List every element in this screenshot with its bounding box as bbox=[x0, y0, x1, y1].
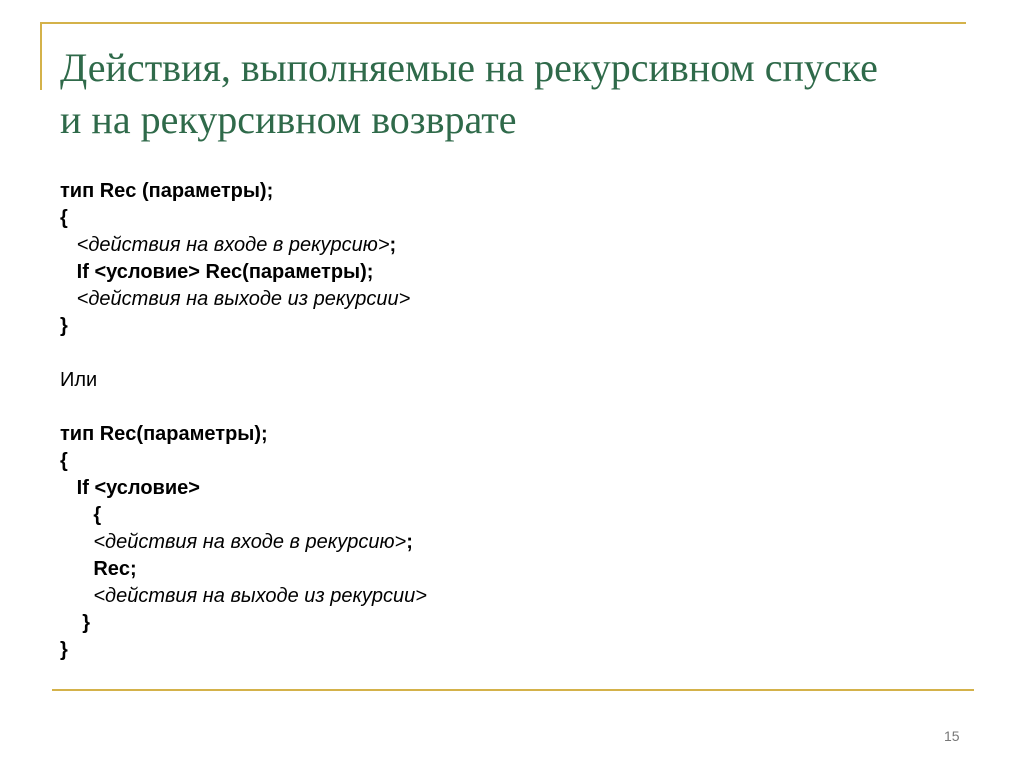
block2-close-brace: } bbox=[60, 639, 68, 661]
block1-close-brace: } bbox=[60, 315, 68, 337]
block1-open-brace: { bbox=[60, 207, 68, 229]
block2-call-line bbox=[60, 556, 960, 583]
page-number: 15 bbox=[944, 728, 960, 744]
block2-signature: тип Rec(параметры); bbox=[60, 423, 268, 445]
title-line-1: Действия, выполняемые на рекурсивном спуске bbox=[60, 45, 878, 90]
block1-if-line bbox=[60, 259, 960, 286]
block1-entry-action: <действия на входе в рекурсию> bbox=[76, 234, 390, 256]
block2-inner-open: { bbox=[93, 504, 102, 526]
block2-entry-line bbox=[60, 529, 960, 556]
block2-entry-action: <действия на входе в рекурсию> bbox=[93, 531, 407, 553]
block2-if-line bbox=[60, 475, 960, 502]
or-label: Или bbox=[60, 369, 98, 391]
slide-title bbox=[60, 42, 980, 146]
block1-condition: <условие> bbox=[94, 261, 200, 283]
block2-if-keyword: If bbox=[76, 477, 95, 499]
bottom-rule bbox=[52, 689, 974, 691]
block2-inner-open-brace bbox=[60, 502, 960, 529]
spacer bbox=[60, 340, 960, 367]
block1-exit-line bbox=[60, 286, 960, 313]
block1-entry-line bbox=[60, 232, 960, 259]
block2-call: Rec; bbox=[93, 558, 137, 580]
block1-entry-semicolon: ; bbox=[389, 234, 397, 256]
block2-condition: <условие> bbox=[94, 477, 200, 499]
block2-entry-semicolon: ; bbox=[406, 531, 413, 553]
block1-signature: тип Rec (параметры); bbox=[60, 180, 274, 202]
block1-call: Rec(параметры); bbox=[199, 261, 374, 283]
left-rule bbox=[40, 22, 42, 90]
block2-exit-line bbox=[60, 583, 960, 610]
block2-inner-close-brace bbox=[60, 610, 960, 637]
title-line-2: и на рекурсивном возврате bbox=[60, 97, 517, 142]
code-listing bbox=[60, 178, 960, 664]
top-rule bbox=[40, 22, 966, 24]
block1-if-keyword: If bbox=[76, 261, 95, 283]
block1-exit-action: <действия на выходе из рекурсии> bbox=[76, 288, 411, 310]
spacer bbox=[60, 394, 960, 421]
block2-open-brace: { bbox=[60, 450, 68, 472]
block2-inner-close: } bbox=[82, 612, 91, 634]
block2-exit-action: <действия на выходе из рекурсии> bbox=[93, 585, 427, 607]
